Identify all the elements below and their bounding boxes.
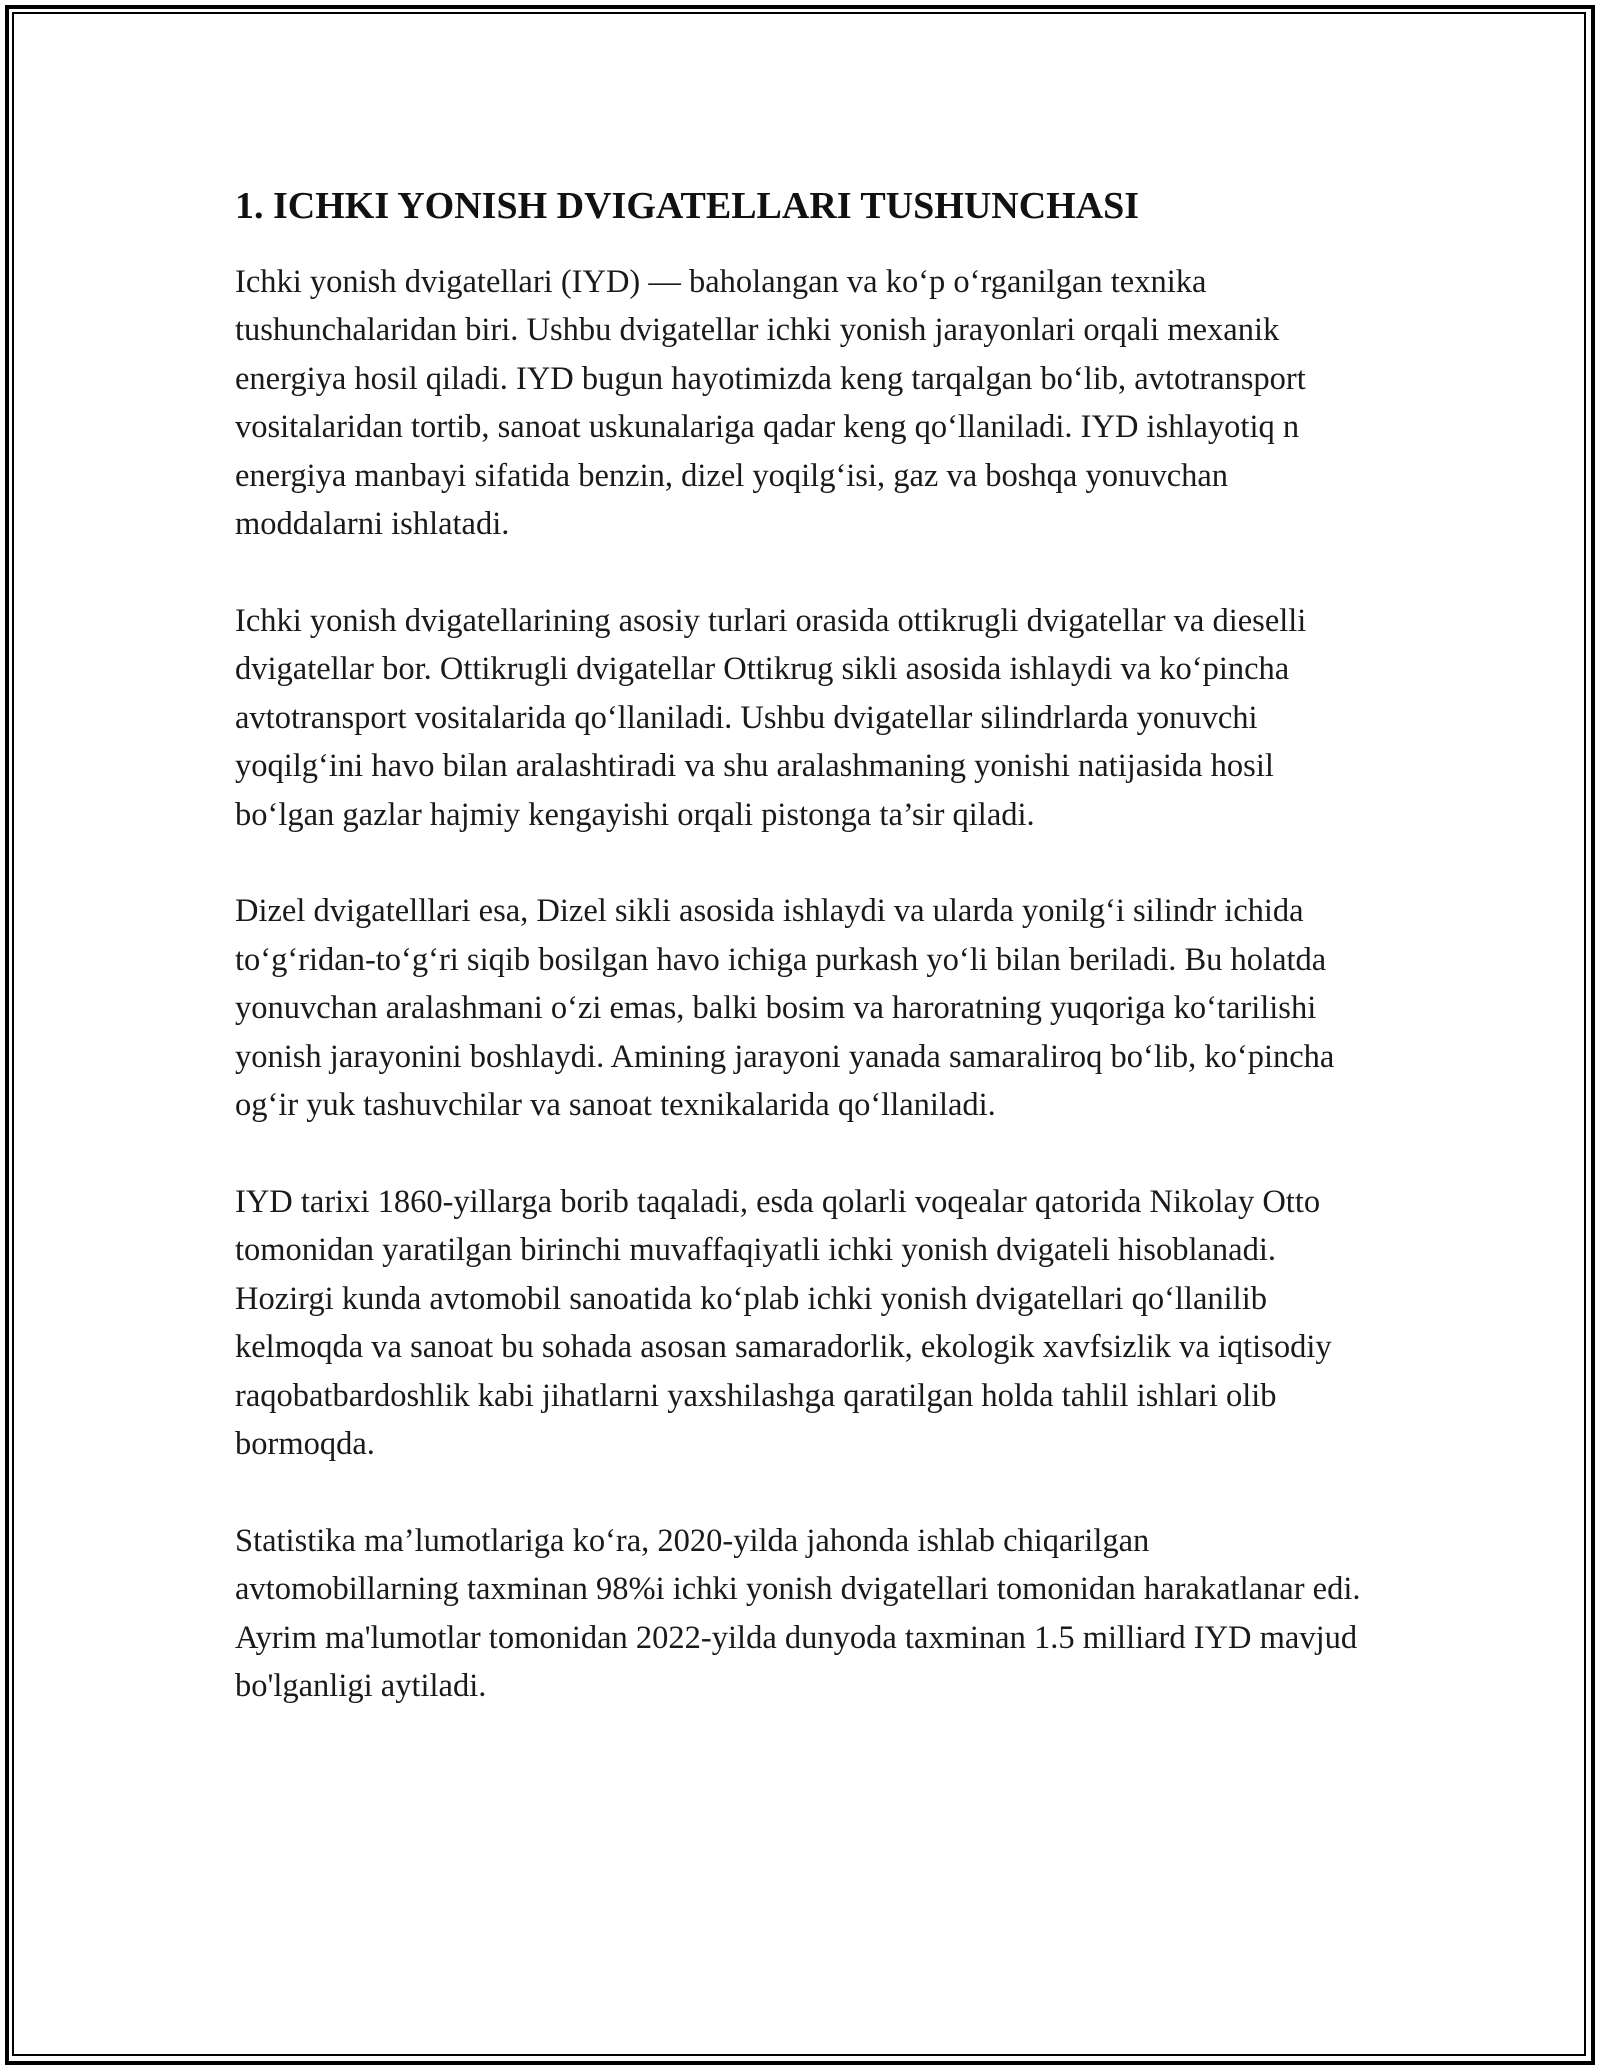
document-body [235, 184, 1365, 1759]
paragraph-diesel: Dizel dvigatelllari esa, Dizel sikli asosida ishlaydi va ularda yonilg‘i silindr ichida to‘g‘ridan-to‘g‘ri siqib bosilgan havo ichiga purkash yo‘li bilan beriladi. Bu holatda yonuvchan aralashmani o‘zi emas, balki bosim va haroratning yuqoriga ko‘tarilishi yonish jarayonini boshlaydi. Amining jarayoni yanada samaraliroq bo‘lib, ko‘pincha og‘ir yuk tashuvchilar va sanoat texnikalarida qo‘llaniladi. [235, 893, 1335, 1124]
section-title: 1. ICHKI YONISH DVIGATELLARI TUSHUNCHASI [235, 185, 1140, 227]
paragraph-engine-types: Ichki yonish dvigatellarining asosiy turlari orasida ottikrugli dvigatellar va dieselli dvigatellar bor. Ottikrugli dvigatellar Ottikrug sikli asosida ishlaydi va ko‘pincha avtotransport vositalarida qo‘llaniladi. Ushbu dvigatellar silindrlarda yonuvchi yoqilg‘ini havo bilan aralashtiradi va shu aralashmaning yonishi natijasida hosil bo‘lgan gazlar hajmiy kengayishi orqali pistonga ta’sir qiladi. [235, 602, 1307, 833]
paragraph-statistics: Statistika ma’lumotlariga ko‘ra, 2020-yilda jahonda ishlab chiqarilgan avtomobillarning taxminan 98%i ichki yonish dvigatellari tomonidan harakatlanar edi. Ayrim ma'lumotlar tomonidan 2022-yilda dunyoda taxminan 1.5 milliard IYD mavjud bo'lganligi aytiladi. [235, 1522, 1361, 1705]
paragraph-intro: Ichki yonish dvigatellari (IYD) — baholangan va ko‘p o‘rganilgan texnika tushunchalaridan biri. Ushbu dvigatellar ichki yonish jarayonlari orqali mexanik energiya hosil qiladi. IYD bugun hayotimizda keng tarqalgan bo‘lib, avtotransport vositalaridan tortib, sanoat uskunalariga qadar keng qo‘llaniladi. IYD ishlayotiq n energiya manbayi sifatida benzin, dizel yoqilg‘isi, gaz va boshqa yonuvchan moddalarni ishlatadi. [235, 263, 1306, 543]
paragraph-history: IYD tarixi 1860-yillarga borib taqaladi, esda qolarli voqealar qatorida Nikolay Otto tomonidan yaratilgan birinchi muvaffaqiyatli ichki yonish dvigateli hisoblanadi. Hozirgi kunda avtomobil sanoatida ko‘plab ichki yonish dvigatellari qo‘llanilib kelmoqda va sanoat bu sohada asosan samaradorlik, ekologik xavfsizlik va iqtisodiy raqobatbardoshlik kabi jihatlarni yaxshilashga qaratilgan holda tahlil ishlari olib bormoqda. [235, 1183, 1332, 1463]
